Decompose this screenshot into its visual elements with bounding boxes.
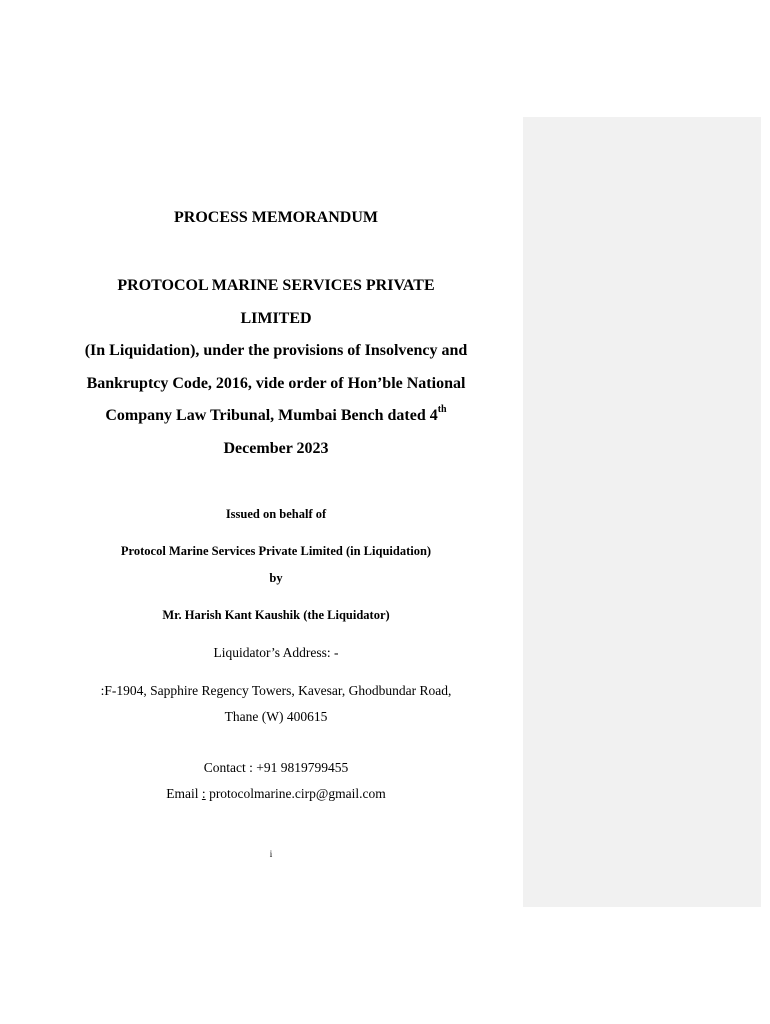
issued-on-behalf: Issued on behalf of [225, 507, 327, 521]
ordinal-suffix: th [437, 403, 447, 415]
address-line-2: Thane (W) 400615 [224, 709, 328, 724]
by-text: by [269, 571, 283, 585]
company-title-line-2: LIMITED [240, 309, 312, 327]
company-title-line-3: (In Liquidation), under the provisions of Insolvency and [84, 342, 468, 359]
contact-line: Contact : +91 9819799455 [203, 760, 349, 775]
email-line [50, 786, 502, 802]
company-name: Protocol Marine Services Private Limited (in Liquidation) [120, 544, 432, 558]
company-title [50, 270, 502, 465]
page-number: i [269, 849, 273, 859]
comment-pane [523, 117, 761, 907]
company-title-line-4: Bankruptcy Code, 2016, vide order of Hon’ble National [86, 374, 466, 392]
memo-title: PROCESS MEMORANDUM [174, 209, 378, 226]
email-colon: : [201, 786, 206, 801]
order-date-text: Company Law Tribunal, Mumbai Bench dated 4 [105, 407, 438, 424]
company-title-line-6: December 2023 [223, 439, 329, 457]
address-line-1: :F-1904, Sapphire Regency Towers, Kavesar, Ghodbundar Road, [100, 683, 452, 698]
liquidator-name: Mr. Harish Kant Kaushik (the Liquidator) [162, 608, 390, 622]
email-value: protocolmarine.cirp@gmail.com [205, 786, 386, 801]
email-label: Email [166, 786, 202, 801]
company-title-line-1: PROTOCOL MARINE SERVICES PRIVATE [117, 277, 435, 294]
address-label: Liquidator’s Address: - [213, 645, 339, 660]
company-title-line-5 [50, 400, 502, 433]
